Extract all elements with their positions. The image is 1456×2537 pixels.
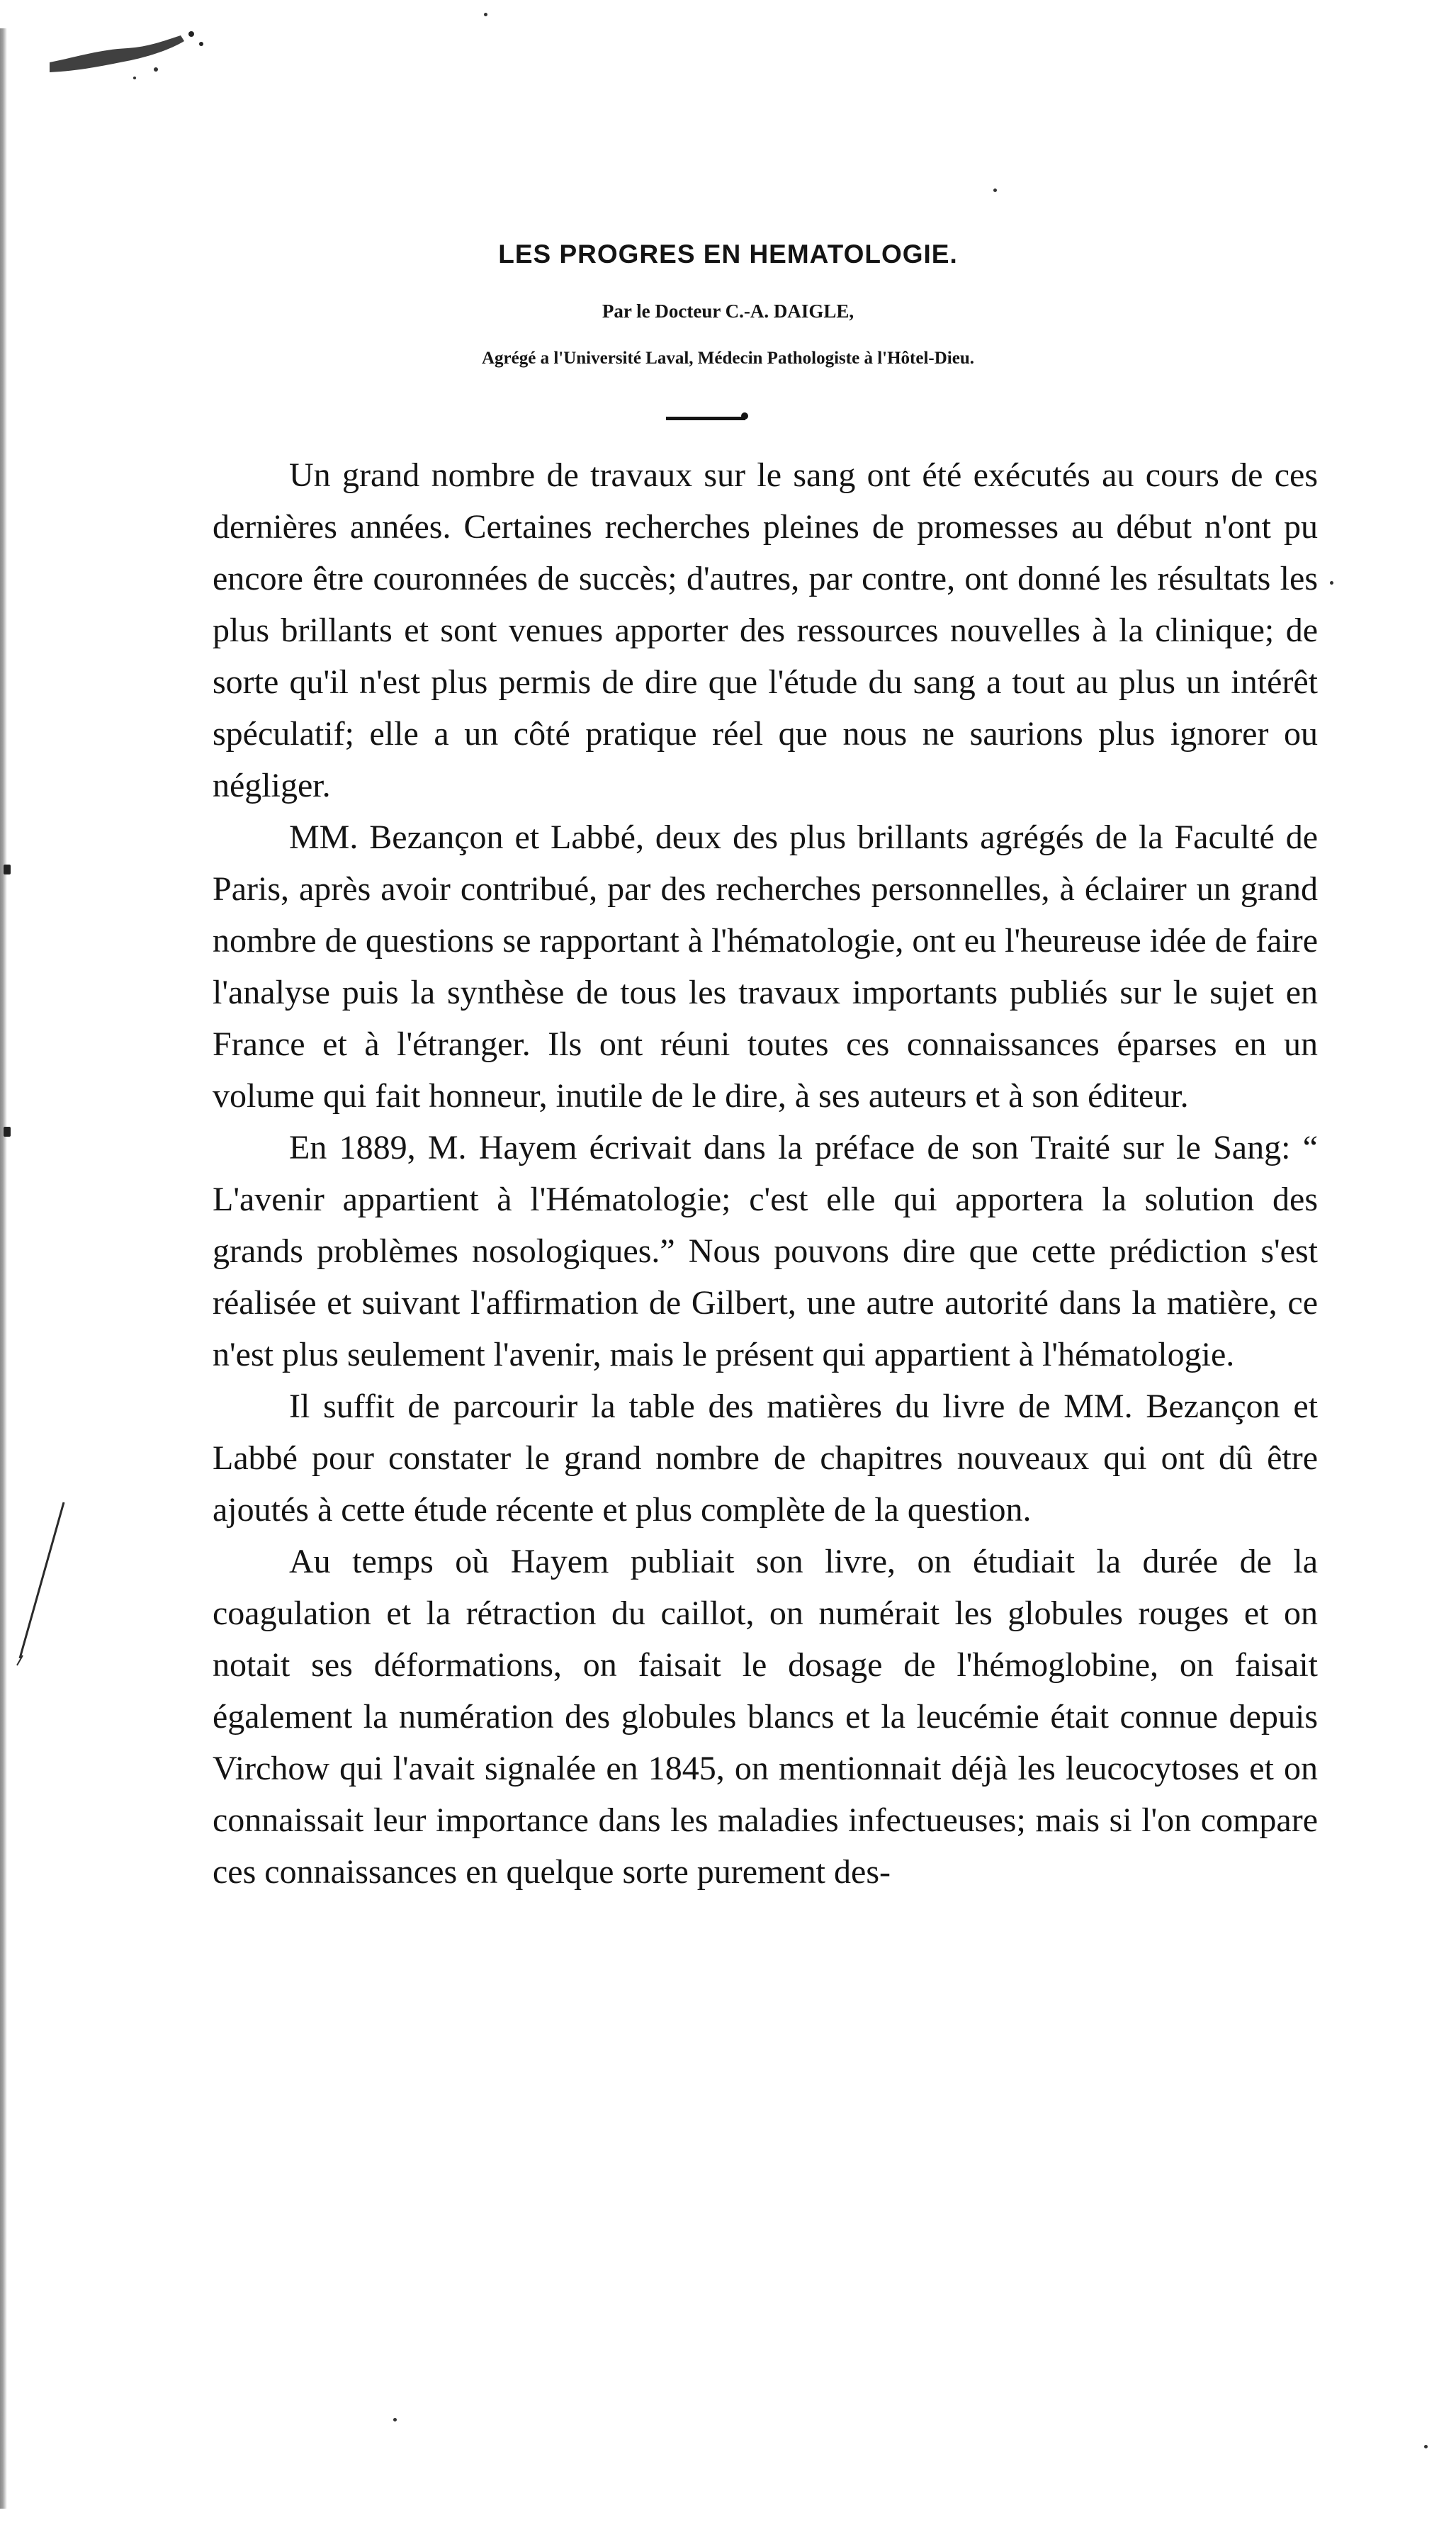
- corner-smudge-mark: [50, 28, 213, 85]
- scan-speck: [393, 2418, 397, 2421]
- body-paragraph: MM. Bezançon et Labbé, deux des plus brillants agrégés de la Faculté de Paris, après avoir contribué, par des recherches personnelles, à éclairer un grand nombre de questions se rapportant à l'hématologie, ont eu l'heureuse idée de faire l'analyse puis la synthèse de tous les travaux importants publiés sur le sujet en France et à l'étranger. Ils ont réuni toutes ces connaissances éparses en un volume qui fait honneur, inutile de le dire, à ses auteurs et à son éditeur.: [213, 819, 1318, 1115]
- scan-speck: [1424, 2445, 1428, 2448]
- body-paragraph: En 1889, M. Hayem écrivait dans la préface de son Traité sur le Sang: “ L'avenir appartient à l'Hématologie; c'est elle qui apportera la solution des grands problèmes nosologiques.” Nous pouvons dire que cette prédiction s'est réalisée et suivant l'affirmation de Gilbert, une autre autorité dans la matière, ce n'est plus seulement l'avenir, mais le présent qui appartient à l'hématologie.: [213, 1129, 1318, 1373]
- article-body: [213, 449, 1318, 1898]
- body-paragraph: Un grand nombre de travaux sur le sang ont été exécutés au cours de ces dernières années. Certaines recherches pleines de promesses au début n'ont pu encore être couronnées de succès; d'autres, par contre, ont donné les résultats les plus brillants et sont venues apporter des ressources nouvelles à la clinique; de sorte qu'il n'est plus permis de dire que l'étude du sang a tout au plus un intérêt spéculatif; elle a un côté pratique réel que nous ne saurions plus ignorer ou négliger.: [213, 456, 1318, 804]
- title-separator-rule: [666, 417, 745, 420]
- margin-tick-mark: [4, 1127, 11, 1137]
- article-title: LES PROGRES EN HEMATOLOGIE.: [498, 240, 958, 269]
- margin-slash-mark: [14, 1488, 71, 1672]
- author-byline: Par le Docteur C.-A. DAIGLE,: [602, 300, 854, 322]
- binding-edge-shadow: [0, 28, 7, 2509]
- margin-tick-mark: [4, 865, 11, 874]
- scan-speck: [1330, 581, 1333, 585]
- body-paragraph: Au temps où Hayem publiait son livre, on étudiait la durée de la coagulation et la rétraction du caillot, on numérait les globules rouges et on notait ses déformations, on faisait le dosage de l'hémoglobine, on faisait également la numération des globules blancs et la leucémie était connue depuis Virchow qui l'avait signalée en 1845, on mentionnait déjà les leucocytoses et on connaissait leur importance dans les maladies infectueuses; mais si l'on compare ces connaissances en quelque sorte purement des-: [213, 1543, 1318, 1891]
- body-paragraph: Il suffit de parcourir la table des matières du livre de MM. Bezançon et Labbé pour constater le grand nombre de chapitres nouveaux qui ont dû être ajoutés à cette étude récente et plus complète de la question.: [213, 1388, 1318, 1529]
- scan-speck: [484, 13, 487, 16]
- scan-speck: [993, 189, 997, 192]
- author-affiliation: Agrégé a l'Université Laval, Médecin Pathologiste à l'Hôtel-Dieu.: [481, 349, 974, 368]
